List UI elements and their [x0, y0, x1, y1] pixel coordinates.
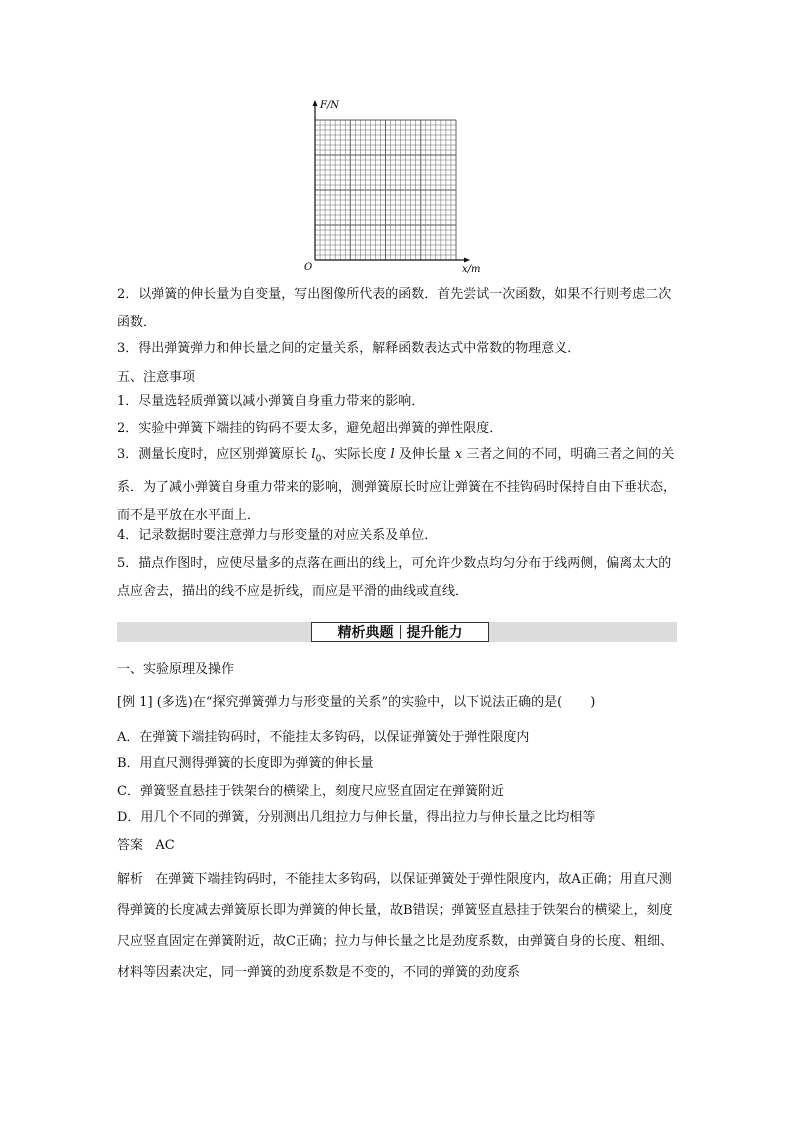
note-3-part-c: 及伸长量 — [394, 447, 455, 462]
option-c: C．弹簧竖直悬挂于铁架台的横梁上，刻度尺应竖直固定在弹簧附近 — [117, 784, 504, 799]
banner-right-text: 提升能力 — [406, 625, 463, 641]
example-question-close: ) — [590, 695, 596, 710]
option-d: D．用几个不同的弹簧，分别测出几组拉力与伸长量，得出拉力与伸长量之比均相等 — [117, 810, 596, 825]
example-question-text: (多选)在“探究弹簧弹力与形变量的关系”的实验中，以下说法正确的是( — [156, 695, 563, 710]
note-3-l0: l — [311, 447, 316, 462]
example-label: [例 1] — [117, 695, 153, 710]
step-3: 3．得出弹簧弹力和伸长量之间的定量关系，解释函数表达式中常数的物理意义． — [117, 341, 581, 356]
note-3-part-b: 、实际长度 — [321, 447, 391, 462]
y-axis-label: F/N — [320, 100, 340, 111]
analysis-text: 在弹簧下端挂钩码时，不能挂太多钩码，以保证弹簧处于弹性限度内，故A正确；用直尺测得弹簧的长度减去弹簧原长即为弹簧的伸长量，故B错误；弹簧竖直悬挂于铁架台的横梁上，刻度尺应竖直固定在弹簧附近，故C正确；拉力与伸长量之比是劲度系数，由弹簧自身的长度、粗细、材料等因素决定，同一弹簧的劲度系数是不变的，不同的弹簧的劲度系 — [117, 872, 673, 980]
step-2: 2．以弹簧的伸长量为自变量，写出图像所代表的函数．首先尝试一次函数，如果不行则考虑二次函数． — [117, 287, 672, 330]
note-3-x: x — [454, 447, 463, 462]
section-heading: 一、实验原理及操作 — [117, 662, 235, 677]
notes-heading: 五、注意事项 — [117, 370, 196, 385]
option-b: B．用直尺测得弹簧的长度即为弹簧的伸长量 — [117, 756, 374, 771]
answer-value: AC — [155, 838, 175, 853]
analysis-label: 解析 — [117, 872, 144, 887]
x-axis-label: x/m — [462, 264, 481, 275]
note-3-part-d: 三者之间的不同，明确三者之间的关系．为了减小弹簧自身重力带来的影响，测弹簧原长时应让弹簧在不挂钩码时保持自由下垂状态，而不是平放在水平面上． — [117, 447, 677, 523]
banner-left-text: 精析典题 — [337, 625, 394, 641]
origin-label: O — [304, 262, 313, 273]
note-3-part-a: 3．测量长度时，应区别弹簧原长 — [117, 447, 312, 462]
note-3-l0-sub: 0 — [315, 454, 322, 465]
answer-label: 答案 — [117, 838, 144, 853]
note-3 — [117, 441, 682, 530]
note-3-l: l — [390, 447, 395, 462]
grid-graph — [300, 96, 490, 276]
note-1: 1．尽量选轻质弹簧以减小弹簧自身重力带来的影响． — [117, 394, 425, 409]
grid-lines — [315, 120, 456, 260]
grid-svg — [300, 96, 490, 276]
answer-line — [117, 836, 175, 856]
note-5: 5．描点作图时，应使尽量多的点落在画出的线上，可允许少数点均匀分布于线两侧，偏离太大的点应舍去，描出的线不应是折线，而应是平滑的曲线或直线． — [117, 556, 672, 599]
x-axis-arrow — [464, 258, 470, 263]
option-a: A．在弹簧下端挂钩码时，不能挂太多钩码，以保证弹簧处于弹性限度内 — [117, 730, 530, 745]
note-2: 2．实验中弹簧下端挂的钩码不要太多，避免超出弹簧的弹性限度． — [117, 421, 503, 436]
y-axis-arrow — [313, 100, 318, 106]
example-question — [117, 693, 595, 713]
analysis-paragraph — [117, 864, 682, 988]
banner-box — [311, 622, 489, 642]
note-4: 4．记录数据时要注意弹力与形变量的对应关系及单位． — [117, 528, 438, 543]
section-banner — [117, 622, 677, 642]
